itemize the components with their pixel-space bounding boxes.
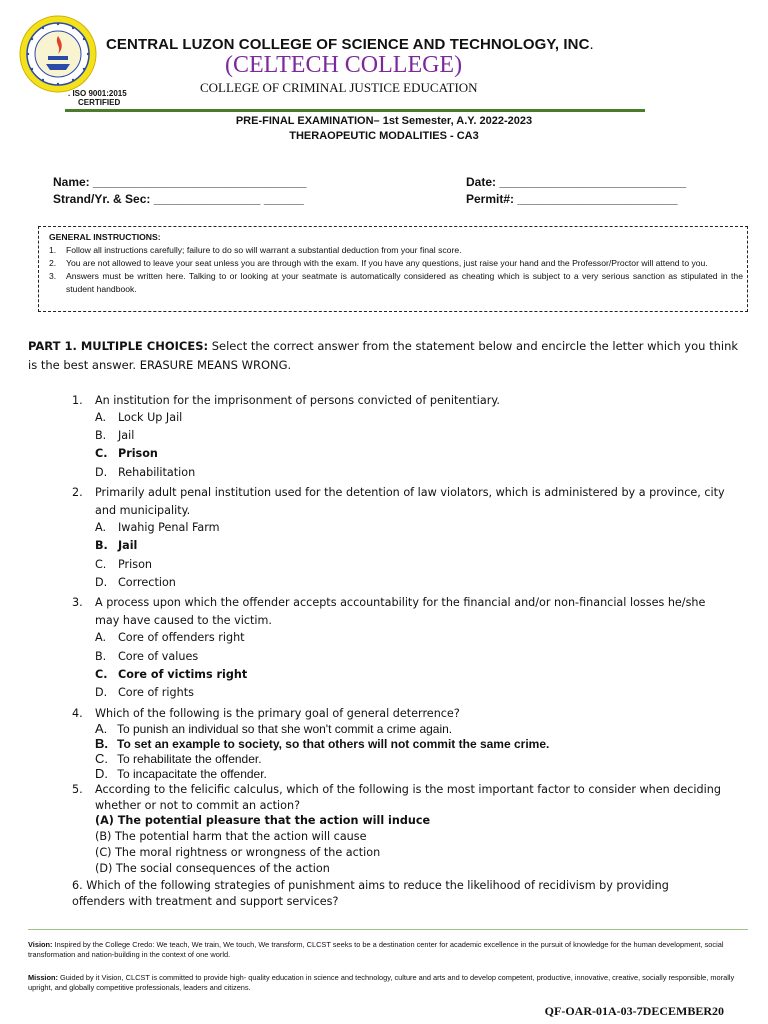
option-d[interactable]: D. To incapacitate the offender. [95, 766, 267, 781]
option-a[interactable]: A. Core of offenders right [95, 631, 245, 644]
option-c[interactable]: C. To rehabilitate the offender. [95, 751, 262, 766]
option-d[interactable]: D. Correction [95, 576, 176, 589]
question-text: Which of the following is the primary goal of general deterrence? [95, 707, 460, 720]
name-field[interactable]: Name: ________________________________ [53, 175, 307, 189]
permit-field[interactable]: Permit#: ________________________ [466, 192, 678, 206]
strand-field[interactable]: Strand/Yr. & Sec: ________________ ______ [53, 192, 304, 206]
college-short-name: (CELTECH COLLEGE) [225, 52, 463, 78]
iso-certified: CERTIFIED [78, 98, 121, 107]
part1-directions [28, 337, 740, 375]
instruction-item [49, 270, 743, 296]
option-b[interactable]: B. Jail [95, 539, 138, 552]
iso-certification [68, 89, 127, 107]
question-text: A process upon which the offender accepts accountability for the financial and/or non-financial losses he/she may have caused to the victim. [95, 596, 706, 628]
exam-subject: THERAOPEUTIC MODALITIES - CA3 [289, 130, 479, 142]
instruction-number: 2. [49, 258, 57, 268]
question-number: 5. [72, 783, 83, 796]
question-number: 3. [72, 596, 83, 609]
option-c[interactable]: C. Prison [95, 558, 153, 571]
option-c[interactable]: C. Core of victims right [95, 668, 248, 681]
document-code: QF-OAR-01A-03-7DECEMBER20 [544, 1004, 724, 1018]
mission-label: Mission: [28, 973, 58, 982]
instructions-heading: GENERAL INSTRUCTIONS: [49, 232, 161, 242]
question-text: Primarily adult penal institution used for the detention of law violators, which is administered by a province, city and municipality. [95, 486, 725, 518]
question-text: According to the felicific calculus, which of the following is the most important factor to consider when deciding whether or not to commit an action? [95, 783, 721, 812]
question-text: An institution for the imprisonment of persons convicted of penitentiary. [95, 394, 500, 407]
footer-divider [28, 929, 748, 930]
option-b[interactable]: B. Jail [95, 429, 135, 442]
option-d[interactable]: D. Rehabilitation [95, 466, 196, 479]
vision-label: Vision: [28, 940, 53, 949]
date-field[interactable]: Date: ____________________________ [466, 175, 687, 189]
option-c[interactable]: C. Prison [95, 447, 158, 460]
question-6 [72, 878, 672, 910]
part1-text: Select the correct answer from the statement below and encircle the letter which you think is the best answer. ERASURE MEANS WRONG. [28, 339, 739, 372]
option-a[interactable]: (A) The potential pleasure that the action will induce [95, 814, 431, 827]
option-a[interactable]: A. To punish an individual so that she won't commit a crime again. [95, 721, 453, 736]
option-b[interactable]: B. Core of values [95, 650, 199, 663]
exam-title: PRE-FINAL EXAMINATION– 1st Semester, A.Y. 2022-2023 [235, 115, 533, 127]
option-b[interactable]: (B) The potential harm that the action will cause [95, 830, 367, 843]
instruction-text: You are not allowed to leave your seat unless you are through with the exam. If you have any questions, just raise your hand and the Professor/Proctor will attend to you. [66, 258, 708, 268]
option-d[interactable]: D. Core of rights [95, 686, 194, 699]
part1-label: PART 1. MULTIPLE CHOICES: [28, 339, 209, 353]
college-name: CENTRAL LUZON COLLEGE OF SCIENCE AND TECHNOLOGY, INC. [106, 36, 594, 53]
option-a[interactable]: A. Lock Up Jail [95, 411, 183, 424]
general-instructions-box [38, 226, 748, 312]
instruction-item [49, 244, 743, 257]
question-text: Which of the following strategies of punishment aims to reduce the likelihood of recidivism by providing offenders with treatment and support services? [72, 879, 669, 908]
option-d[interactable]: (D) The social consequences of the action [95, 862, 330, 875]
mission-text: Guided by it Vision, CLCST is committed to provide high- quality education in science and technology, culture and arts and to develop competent, productive, innovative, creative, socially responsible, morally upright, and globally competitive professionals, leaders and citizens. [28, 973, 735, 992]
question-number: 1. [72, 394, 83, 407]
department-name: COLLEGE OF CRIMINAL JUSTICE EDUCATION [200, 80, 478, 95]
option-a[interactable]: A. Iwahig Penal Farm [95, 521, 220, 534]
mission-statement [28, 973, 748, 992]
instruction-text: Answers must be written here. Talking to or looking at your seatmate is automatically considered as cheating which is subject to a very serious sanction as stipulated in the student handbook. [66, 271, 743, 294]
option-b[interactable]: B. To set an example to society, so that others will not commit the same crime. [95, 736, 550, 751]
vision-statement [28, 940, 748, 959]
question-number: 4. [72, 707, 83, 720]
header-divider [65, 109, 645, 112]
instruction-number: 3. [49, 271, 57, 281]
instruction-item [49, 257, 743, 270]
instruction-number: 1. [49, 245, 57, 255]
college-seal-logo [18, 14, 98, 94]
question-number: 6. [72, 879, 83, 892]
vision-text: Inspired by the College Credo: We teach, We train, We touch, We transform, CLCST seeks to be a destination center for academic excellence in the pursuit of knowledge for the human development, social transformation and nation-building in the context of one world. [28, 940, 724, 959]
iso-line: . ISO 9001:2015 [68, 89, 127, 98]
question-number: 2. [72, 486, 83, 499]
instruction-text: Follow all instructions carefully; failure to do so will warrant a substantial deduction from your final score. [66, 245, 462, 255]
option-c[interactable]: (C) The moral rightness or wrongness of the action [95, 846, 381, 859]
